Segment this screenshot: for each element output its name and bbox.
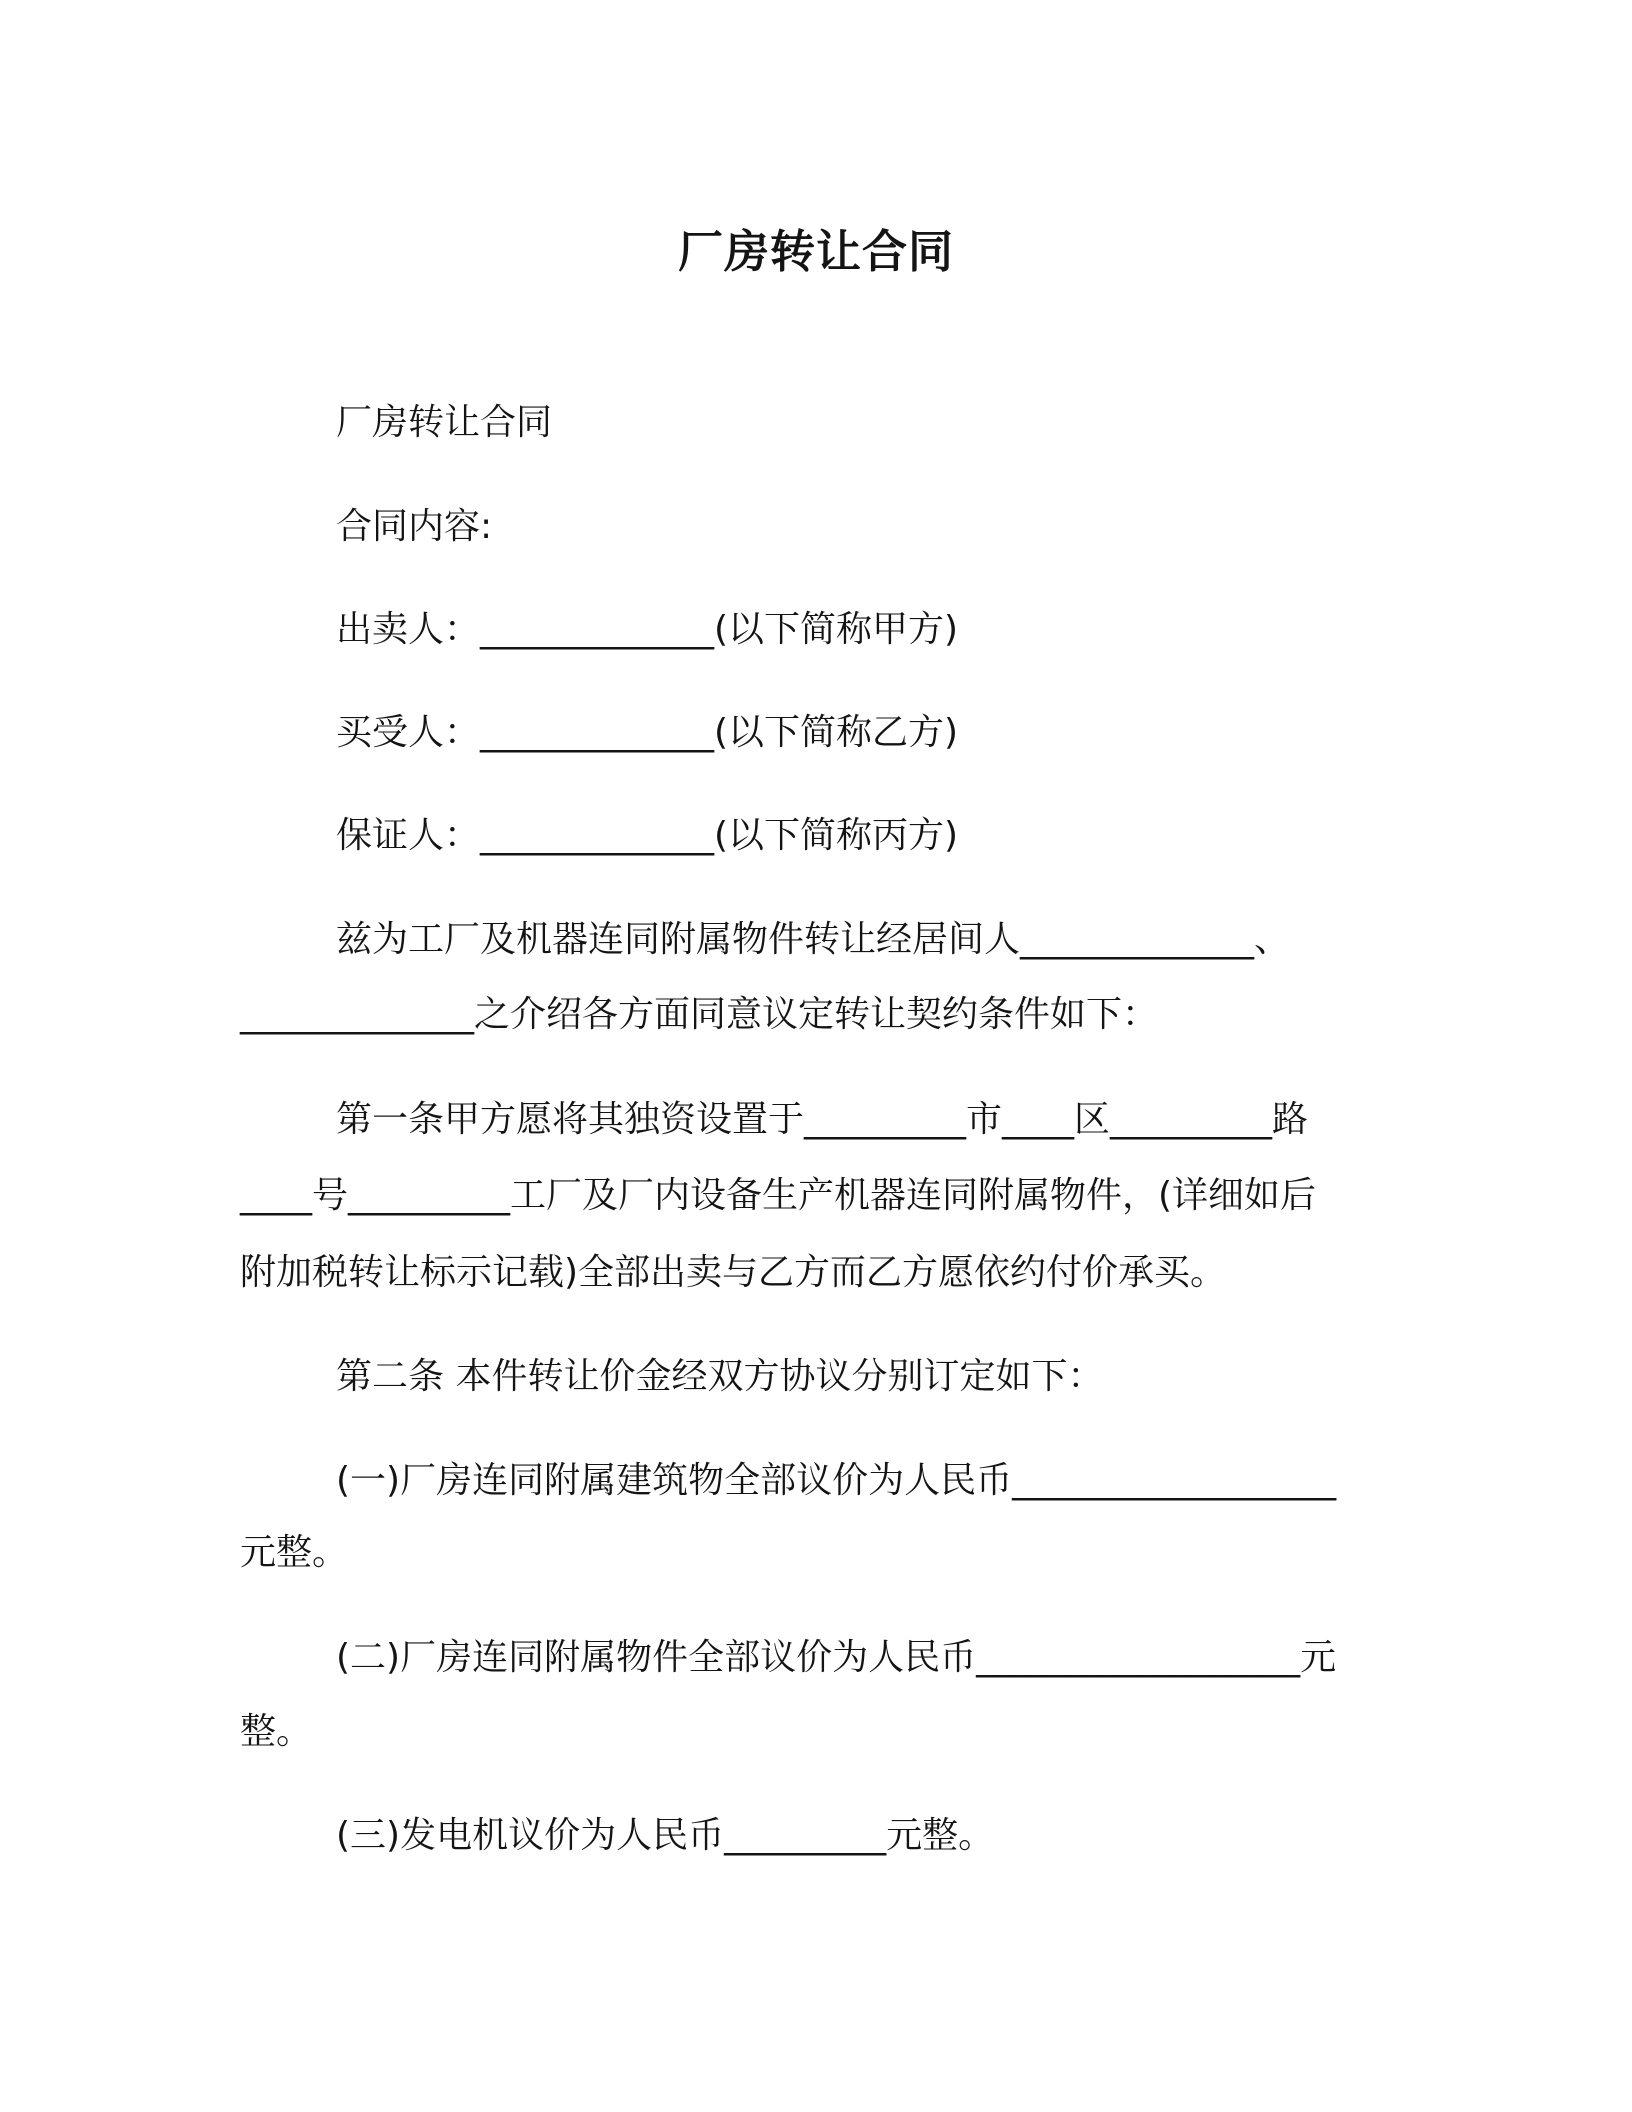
price-item-2-line-1: (二)厂房连同附属物件全部议价为人民币__________________元 [336,1637,1337,1678]
seller-line: 出卖人：_____________(以下简称甲方) [336,609,959,650]
price-item-1-line-1: (一)厂房连同附属建筑物全部议价为人民币__________________ [336,1460,1337,1501]
contract-name-line: 厂房转让合同 [336,402,553,443]
document-title: 厂房转让合同 [677,225,954,278]
article-2-heading: 第二条 本件转让价金经双方协议分别订定如下： [336,1356,1104,1397]
article-1-line-3: 附加税转让标示记载)全部出卖与乙方而乙方愿依约付价承买。 [240,1252,1227,1293]
article-1-line-1: 第一条甲方愿将其独资设置于_________市____区_________路 [336,1099,1309,1140]
intro-paragraph-line-1: 兹为工厂及机器连同附属物件转让经居间人_____________、 [336,919,1291,960]
intro-paragraph-line-2: _____________之介绍各方面同意议定转让契约条件如下： [240,994,1159,1035]
price-item-2-line-2: 整。 [240,1711,313,1752]
contract-content-heading: 合同内容: [336,506,493,547]
article-1-line-2: ____号_________工厂及厂内设备生产机器连同附属物件，(详细如后 [240,1175,1317,1216]
price-item-3: (三)发电机议价为人民币_________元整。 [336,1815,995,1856]
buyer-line: 买受人：_____________(以下简称乙方) [336,712,959,753]
guarantor-line: 保证人：_____________(以下简称丙方) [336,815,959,856]
price-item-1-line-2: 元整。 [240,1532,349,1573]
